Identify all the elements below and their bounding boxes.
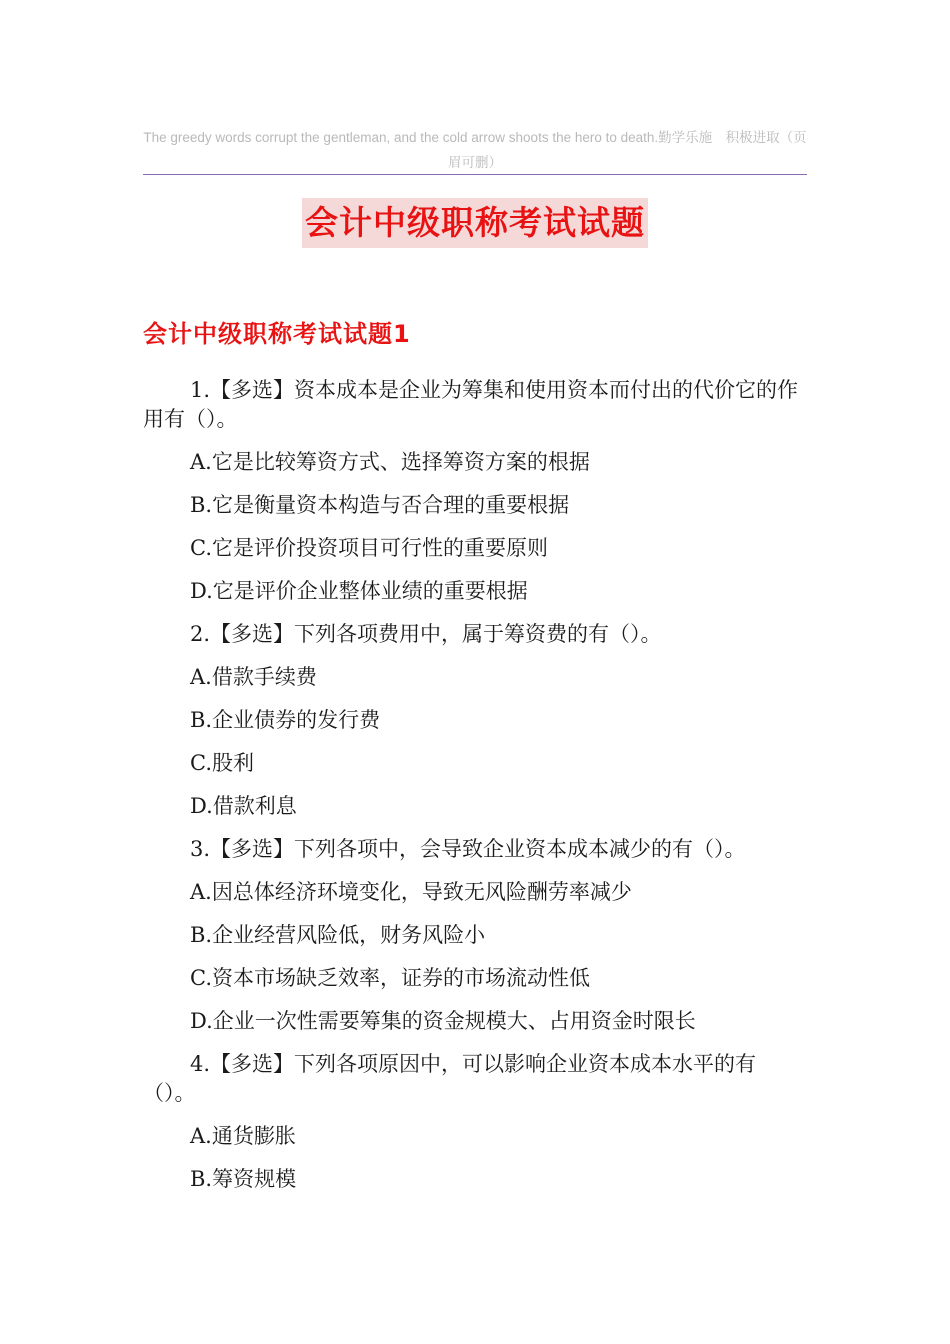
question-1-option-c: C.它是评价投资项目可行性的重要原则	[190, 536, 548, 560]
question-3-option-a: A.因总体经济环境变化，导致无风险酬劳率减少	[190, 880, 632, 904]
question-1-text: 1.【多选】资本成本是企业为筹集和使用资本而付出的代价它的作用有（）。	[143, 378, 799, 431]
question-4-text: 4.【多选】下列各项原因中，可以影响企业资本成本水平的有（）。	[143, 1052, 757, 1105]
question-2-text: 2.【多选】下列各项费用中，属于筹资费的有（）。	[190, 622, 662, 646]
header-divider	[143, 174, 807, 175]
page-header	[143, 125, 807, 175]
question-3-option-c: C.资本市场缺乏效率，证券的市场流动性低	[190, 966, 590, 990]
question-2-option-a: A.借款手续费	[190, 665, 317, 689]
document-title-wrap	[0, 198, 950, 248]
question-1-option-b: B.它是衡量资本构造与否合理的重要根据	[190, 493, 570, 517]
question-1-option-a: A.它是比较筹资方式、选择筹资方案的根据	[190, 450, 590, 474]
document-title: 会计中级职称考试试题	[302, 198, 648, 248]
question-3-option-d: D.企业一次性需要筹集的资金规模大、占用资金时限长	[190, 1009, 696, 1033]
header-text-line2: 眉可删）	[448, 155, 502, 170]
header-text-line1: The greedy words corrupt the gentleman, and the cold arrow shoots the hero to death.勤学乐施 积极进取（页	[143, 130, 807, 145]
question-2-option-b: B.企业债券的发行费	[190, 708, 381, 732]
question-2-option-c: C.股利	[190, 751, 254, 775]
question-4-option-a: A.通货膨胀	[190, 1124, 296, 1148]
question-3-text: 3.【多选】下列各项中，会导致企业资本成本减少的有（）。	[190, 837, 746, 861]
question-4-option-b: B.筹资规模	[190, 1167, 297, 1191]
question-3-option-b: B.企业经营风险低，财务风险小	[190, 923, 486, 947]
question-1-option-d: D.它是评价企业整体业绩的重要根据	[190, 579, 528, 603]
question-2-option-d: D.借款利息	[190, 794, 297, 818]
section-title: 会计中级职称考试试题1	[143, 320, 411, 348]
question-list	[143, 376, 808, 1208]
